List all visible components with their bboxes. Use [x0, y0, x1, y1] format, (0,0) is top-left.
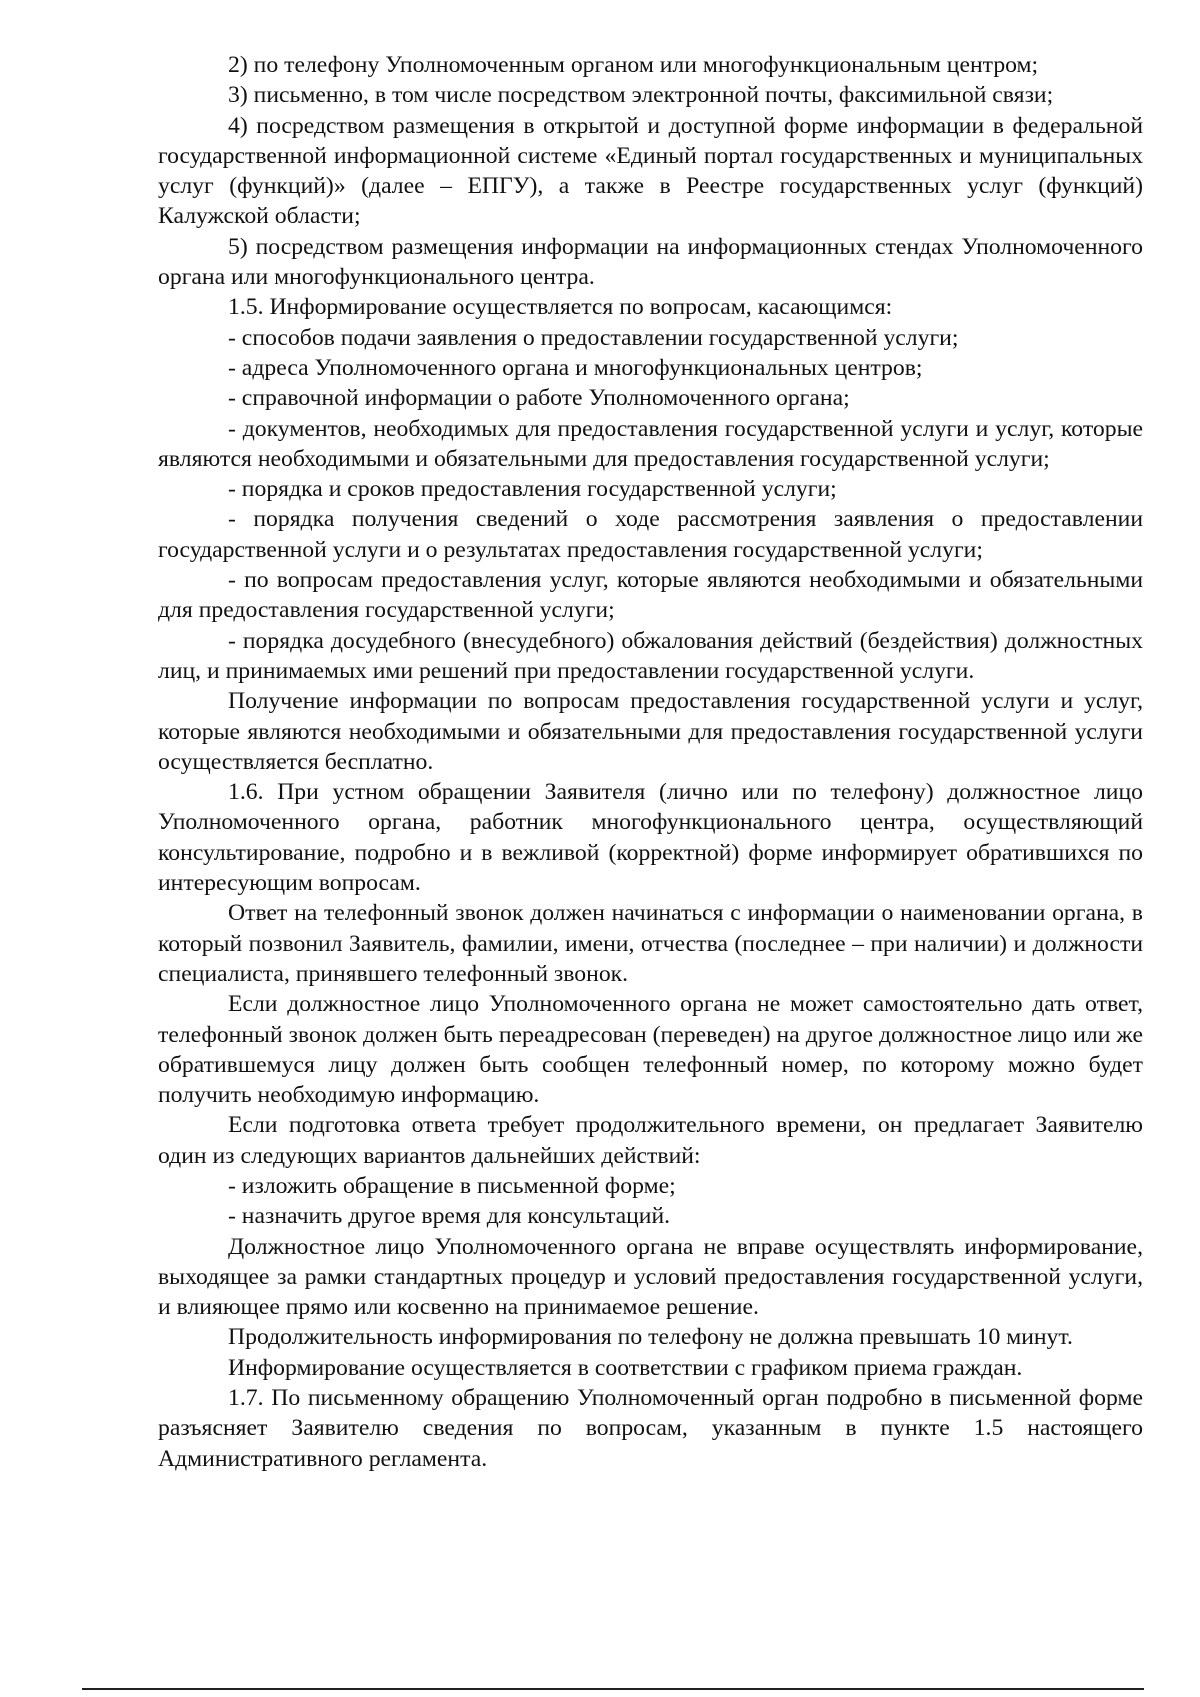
schedule-paragraph: Информирование осуществляется в соответствии с графиком приема граждан. — [228, 1354, 1023, 1381]
topic-item: - справочной информации о работе Уполномоченного органа; — [228, 385, 850, 412]
document-body — [158, 50, 1143, 1474]
topic-item: - способов подачи заявления о предоставлении государственной услуги; — [228, 324, 959, 351]
section-1-5-heading: 1.5. Информирование осуществляется по вопросам, касающимся: — [228, 294, 893, 321]
topic-item: - порядка и сроков предоставления государственной услуги; — [228, 476, 837, 503]
topic-item: - документов, необходимых для предоставления государственной услуги и услуг, которые являются необходимыми и обязательными для предоставления государственной услуги; — [158, 415, 1143, 472]
option-item: - изложить обращение в письменной форме; — [228, 1172, 676, 1199]
list-item-in-writing: 3) письменно, в том числе посредством электронной почты, факсимильной связи; — [228, 82, 1054, 109]
call-redirect-paragraph: Если должностное лицо Уполномоченного органа не может самостоятельно дать ответ, телефонный звонок должен быть переадресован (переведен) на другое должностное лицо или же обратившемуся лицу должен быть сообщен телефонный номер, по которому можно будет получить необходимую информацию. — [158, 991, 1143, 1109]
topic-item: - по вопросам предоставления услуг, которые являются необходимыми и обязательными для предоставления государственной услуги; — [158, 567, 1143, 624]
list-item-info-stands: 5) посредством размещения информации на информационных стендах Уполномоченного органа или многофункционального центра. — [158, 233, 1143, 291]
phone-answer-paragraph: Ответ на телефонный звонок должен начинаться с информации о наименовании органа, в который позвонил Заявитель, фамилии, имени, отчества (последнее – при наличии) и должности специалиста, принявшего телефонный звонок. — [158, 900, 1143, 987]
restriction-paragraph: Должностное лицо Уполномоченного органа не вправе осуществлять информирование, выходящее за рамки стандартных процедур и условий предоставления государственной услуги, и влияющее прямо или косвенно на принимаемое решение. — [158, 1233, 1143, 1321]
topic-item: - порядка получения сведений о ходе рассмотрения заявления о предоставлении государственной услуги и о результатах предоставления государственной услуги; — [158, 506, 1143, 563]
list-item-by-phone: 2) по телефону Уполномоченным органом или многофункциональным центром; — [228, 52, 1039, 78]
list-item-epgu: 4) посредством размещения в открытой и доступной форме информации в федеральной государственной информационной системе «Единый портал государственных и муниципальных услуг (функций)» (далее – ЕПГУ), а также в Реестре государственных услуг (функций) Калужской области; — [158, 112, 1143, 230]
duration-paragraph: Продолжительность информирования по телефону не должна превышать 10 минут. — [228, 1324, 1073, 1351]
option-item: - назначить другое время для консультаций. — [228, 1203, 671, 1230]
long-answer-paragraph: Если подготовка ответа требует продолжительного времени, он предлагает Заявителю один из следующих вариантов дальнейших действий: — [158, 1112, 1143, 1169]
free-of-charge-paragraph: Получение информации по вопросам предоставления государственной услуги и услуг, которые являются необходимыми и обязательными для предоставления государственной услуги осуществляется бесплатно. — [158, 688, 1143, 775]
section-1-6-paragraph: 1.6. При устном обращении Заявителя (лично или по телефону) должностное лицо Уполномоченного органа, работник многофункционального центра, осуществляющий консультирование, подробно и в вежливой (корректной) форме информирует обратившихся по интересующим вопросам. — [158, 779, 1143, 897]
bottom-rule-divider — [82, 1688, 1144, 1690]
topic-item: - адреса Уполномоченного органа и многофункциональных центров; — [228, 354, 923, 381]
topic-item: - порядка досудебного (внесудебного) обжалования действий (бездействия) должностных лиц, и принимаемых ими решений при предоставлении государственной услуги. — [158, 627, 1143, 684]
section-1-7-paragraph: 1.7. По письменному обращению Уполномоченный орган подробно в письменной форме разъясняет Заявителю сведения по вопросам, указанным в пункте 1.5 настоящего Административного регламента. — [158, 1385, 1143, 1472]
